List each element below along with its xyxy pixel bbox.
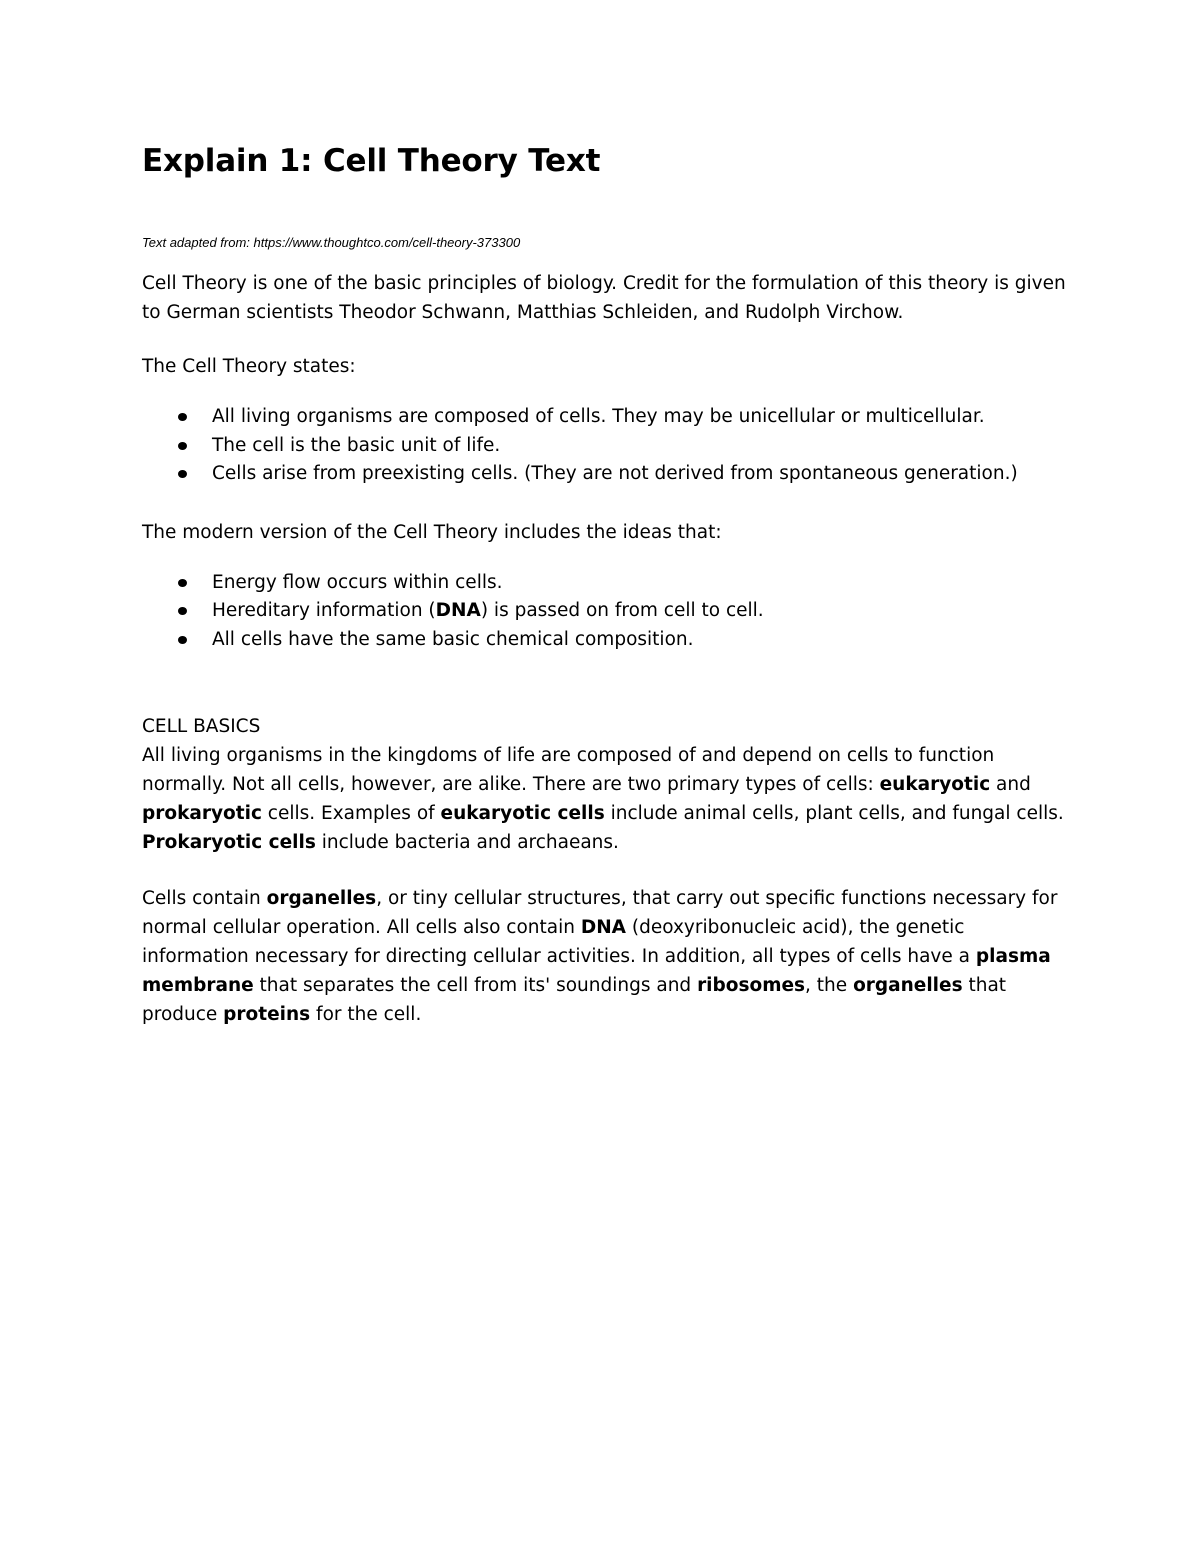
list-item-text: Energy flow occurs within cells. [212,571,503,593]
document-title: Explain 1: Cell Theory Text [142,143,601,179]
bold-term: prokaryotic [142,803,262,824]
list-item [142,460,1072,489]
bold-term: organelles [853,975,963,996]
bullet-icon [178,607,187,615]
bullet-icon [178,442,187,450]
bold-term: eukaryotic cells [440,803,605,824]
list-item [142,569,1072,598]
source-citation: Text adapted from: https://www.thoughtco.com/cell-theory-373300 [142,235,521,250]
list-item [142,432,1072,461]
text-segment: All living organisms in the kingdoms of life are composed of and depend on cells to function normally. Not all cells, however, are alike. There are two primary types of cells: [142,745,995,795]
list-item-text: Cells arise from preexisting cells. (They are not derived from spontaneous generation.) [212,463,1018,484]
modern-theory-list [142,569,1072,655]
cell-basics-paragraph [142,741,1072,857]
text-segment: Cells contain [142,888,267,909]
bullet-icon [178,470,187,478]
text-segment: that separates the cell from its' soundings and [253,975,698,996]
text-segment: , the [805,975,854,996]
section-heading: CELL BASICS [142,716,261,737]
text-segment: and [990,774,1031,795]
list-item [142,597,1072,626]
bullet-icon [178,579,187,587]
list-item-text: All living organisms are composed of cells. They may be unicellular or multicellular. [212,406,985,427]
bold-term: eukaryotic [879,774,991,795]
bold-term: ribosomes [697,975,806,996]
states-label: The Cell Theory states: [142,356,356,377]
text-segment: , or tiny cellular structures, that carry out specific functions necessary for normal cellular operation. All cells also contain [142,888,1058,938]
text-segment: include animal cells, plant cells, and fungal cells. [604,803,1064,824]
bold-term: DNA [435,600,481,621]
bullet-icon [178,636,187,644]
bold-term: Prokaryotic cells [142,832,316,853]
document-page [142,140,1072,1029]
bold-term: proteins [223,1004,311,1025]
text-segment: cells. Examples of [261,803,441,824]
list-item-text: The cell is the basic unit of life. [212,434,501,456]
text-segment: for the cell. [310,1004,422,1025]
modern-label: The modern version of the Cell Theory includes the ideas that: [142,521,722,543]
bullet-icon [178,413,187,421]
bold-term: DNA [580,917,627,938]
list-item [142,403,1072,432]
bold-term: organelles [266,888,377,909]
cell-theory-list [142,403,1072,489]
list-item-text: All cells have the same basic chemical composition. [212,628,694,650]
text-segment: Hereditary information ( [212,600,436,621]
list-item [142,626,1072,655]
organelles-paragraph [142,884,1072,1029]
text-segment: (deoxyribonucleic acid), the genetic information necessary for directing cellular activities. In addition, all types of cells have a [142,917,976,967]
intro-paragraph: Cell Theory is one of the basic principles of biology. Credit for the formulation of this theory is given to German scientists Theodor Schwann, Matthias Schleiden, and Rudolph Virchow. [142,273,1066,323]
text-segment: include bacteria and archaeans. [315,832,619,853]
list-item-text [212,600,764,621]
text-segment: ) is passed on from cell to cell. [480,600,764,621]
bold-term: plasma membrane [142,946,1051,996]
text-segment: that produce [142,975,1007,1025]
